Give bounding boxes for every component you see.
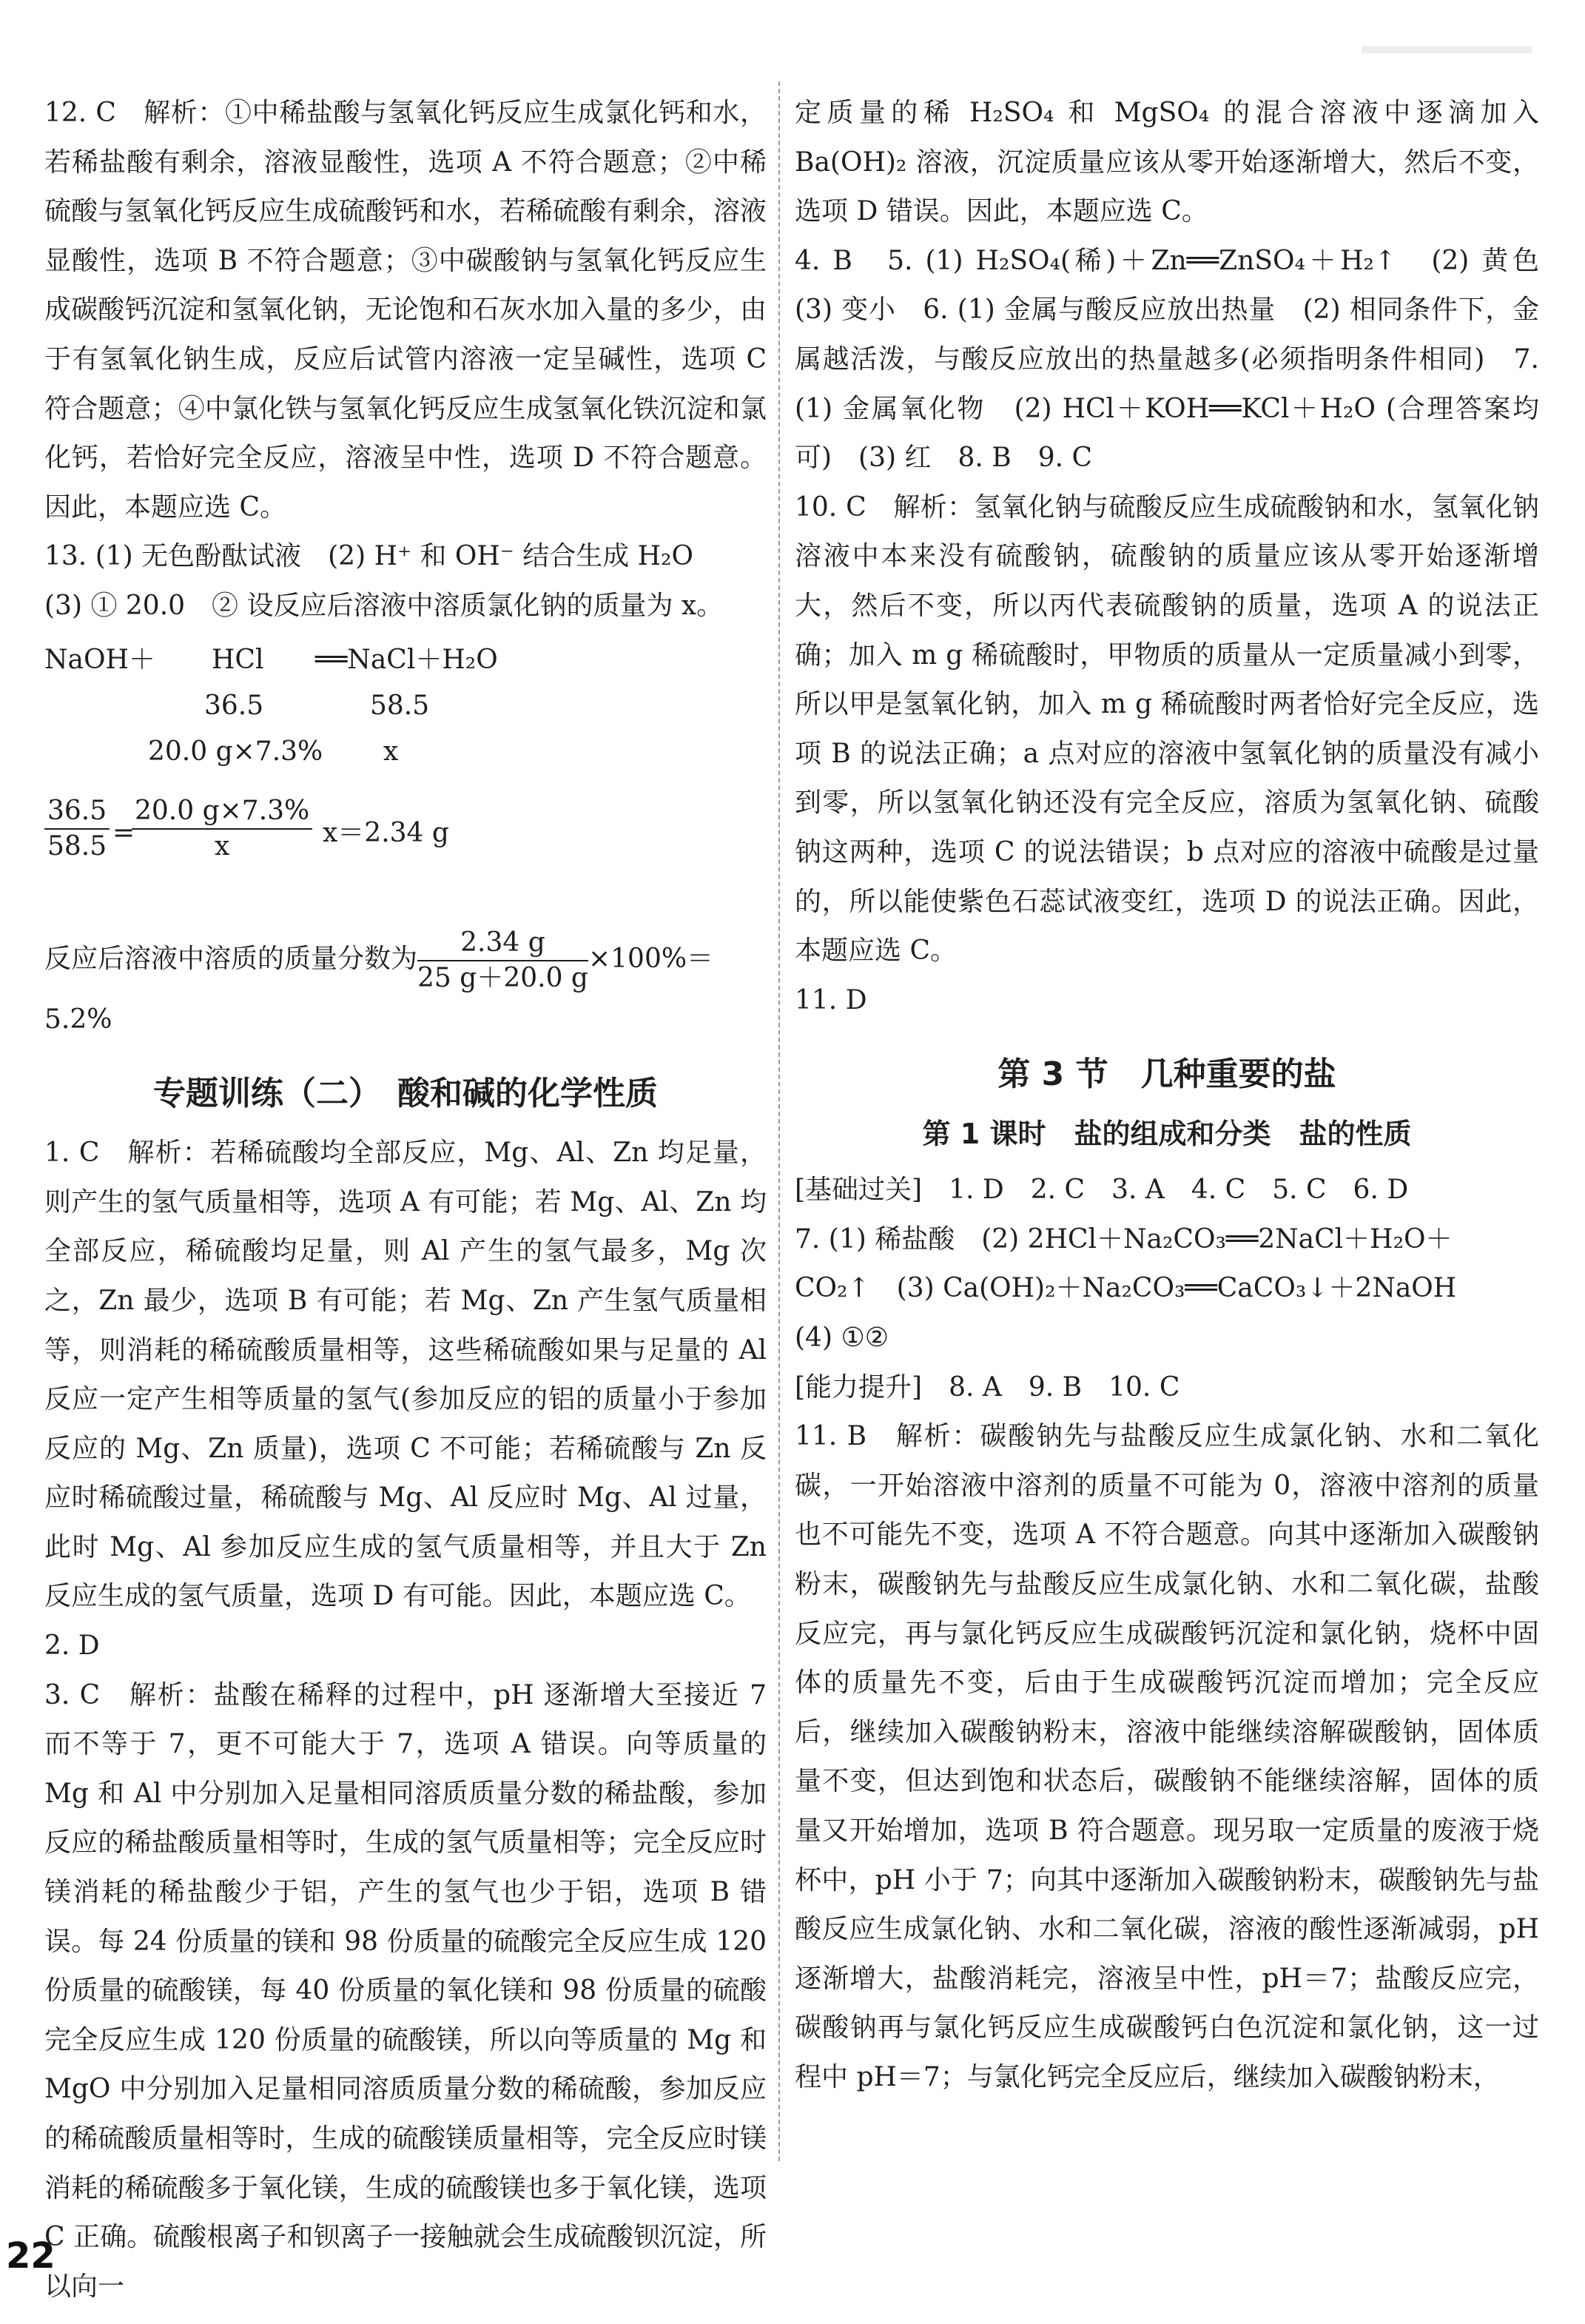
section-title-special-training: 专题训练（二） 酸和碱的化学性质 [153, 1075, 658, 1113]
answer-7-line1: 7. (1) 稀盐酸 (2) 2HCl＋Na₂CO₃══2NaCl＋H₂O＋ [795, 1223, 1453, 1255]
reaction-hcl: HCl [212, 644, 264, 675]
subsection-title-lesson1: 第 1 课时 盐的组成和分类 盐的性质 [922, 1118, 1412, 1151]
reaction-calculation [44, 631, 767, 793]
answer-13-line1: 13. (1) 无色酚酞试液 (2) H⁺ 和 OH⁻ 结合生成 H₂O [44, 541, 693, 572]
ability-answers: [能力提升] 8. A 9. B 10. C [795, 1371, 1180, 1403]
mr-nacl: 58.5 [370, 690, 430, 721]
page-number: 22 [6, 2235, 55, 2277]
special-answer-3: 3. C 解析：盐酸在稀释的过程中，pH 逐渐增大至接近 7 而不等于 7，更不可能大于 7，选项 A 错误。向等质量的 Mg 和 Al 中分别加入足量相同溶质质量分数的稀盐酸，参加反应的稀盐酸质量相等时，生成的氢气质量相等；完全反应时镁消耗的稀盐酸少于铝，产生的氢气也少于铝，选项 B 错误。每 24 份质量的镁和 98 份质量的硫酸完全反应生成 120 份质量的硫酸镁，每 40 份质量的氧化镁和 98 份质量的硫酸完全反应生成 120 份质量的硫酸镁，所以向等质量的 Mg 和 MgO 中分别加入足量相同溶质质量分数的稀硫酸，参加反应的稀硫酸质量相等时，生成的硫酸镁质量相等，完全反应时镁消耗的稀硫酸多于氧化镁，生成的硫酸镁也多于氧化镁，选项 C 正确。硫酸根离子和钡离子一接触就会生成硫酸钡沉淀，所以向一 [44, 1679, 767, 2302]
mr-hcl: 36.5 [204, 690, 264, 721]
right-column [795, 89, 1567, 2103]
basic-answers: [基础过关] 1. D 2. C 3. A 4. C 5. C 6. D [795, 1175, 1409, 1206]
mass-x: x [383, 736, 399, 767]
special-answer-1: 1. C 解析：若稀硫酸均全部反应，Mg、Al、Zn 均足量，则产生的氢气质量相等，选项 A 有可能；若 Mg、Al、Zn 均全部反应，稀硫酸均足量，则 Al 产生的氢气最多，Mg 次之，Zn 最少，选项 B 有可能；若 Mg、Zn 产生氢气质量相等，则消耗的稀硫酸质量相等，这些稀硫酸如果与足量的 Al 反应一定产生相等质量的氢气(参加反应的铝的质量小于参加反应的 Mg、Zn 质量)，选项 C 不可能；若稀硫酸与 Zn 反应时稀硫酸过量，稀硫酸与 Mg、Al 反应时 Mg、Al 过量，此时 Mg、Al 参加反应生成的氢气质量相等，并且大于 Zn 反应生成的氢气质量，选项 D 有可能。因此，本题应选 C。 [44, 1138, 767, 1612]
column-divider [778, 81, 780, 2161]
ratio-result: x＝2.34 g [323, 817, 449, 848]
answer-7-line3: (4) ①② [795, 1323, 889, 1354]
section-title-salts: 第 3 节 几种重要的盐 [997, 1055, 1336, 1094]
answer-7-line2: CO₂↑ (3) Ca(OH)₂＋Na₂CO₃══CaCO₃↓＋2NaOH [795, 1273, 1457, 1304]
answer-13-line2: (3) ① 20.0 ② 设反应后溶液中溶质氯化钠的质量为 x。 [44, 590, 724, 621]
left-column [44, 89, 767, 2311]
answers-4-9: 4. B 5. (1) H₂SO₄(稀)＋Zn══ZnSO₄＋H₂↑ (2) 黄色 (3) 变小 6. (1) 金属与酸反应放出热量 (2) 相同条件下，金属越活泼，与酸反应放出的热量越多(必须指明条件相同) 7. (1) 金属氧化物 (2) HCl＋KOH══KCl＋H₂O (合理答案均可) (3) 红 8. B 9. C [795, 245, 1567, 474]
answer-3-continued: 定质量的稀 H₂SO₄ 和 MgSO₄ 的混合溶液中逐滴加入 Ba(OH)₂ 溶液，沉淀质量应该从零开始逐渐增大，然后不变，选项 D 错误。因此，本题应选 C。 [795, 98, 1539, 227]
answer-10: 10. C 解析：氢氧化钠与硫酸反应生成硫酸钠和水，氢氧化钠溶液中本来没有硫酸钠，硫酸钠的质量应该从零开始逐渐增大，然后不变，所以丙代表硫酸钠的质量，选项 A 的说法正确；加入 m g 稀硫酸时，甲物质的质量从一定质量减小到零，所以甲是氢氧化钠，加入 m g 稀硫酸时两者恰好完全反应，选项 B 的说法正确；a 点对应的溶液中氢氧化钠的质量没有减小到零，所以氢氧化钠还没有完全反应，溶质为氢氧化钠、硫酸钠这两种，选项 C 的说法错误；b 点对应的溶液中硫酸是过量的，所以能使紫色石蕊试液变红，选项 D 的说法正确。因此，本题应选 C。 [795, 491, 1539, 967]
ratio-equation [44, 794, 767, 913]
reaction-naoh: NaOH＋ [44, 644, 155, 675]
ratio-equals: = [112, 817, 135, 848]
ability-answer-11: 11. B 解析：碳酸钠先与盐酸反应生成氯化钠、水和二氧化碳，一开始溶液中溶剂的质量不可能为 0，溶液中溶剂的质量也不可能先不变，选项 A 不符合题意。向其中逐渐加入碳酸钠粉末，碳酸钠先与盐酸反应生成氯化钠、水和二氧化碳，盐酸反应完，再与氯化钙反应生成碳酸钙沉淀和氯化钠，烧杯中固体的质量先不变，后由于生成碳酸钙沉淀而增加；完全反应后，继续加入碳酸钠粉末，溶液中能继续溶解碳酸钠，固体质量不变，但达到饱和状态后，碳酸钠不能继续溶解，固体的质量又开始增加，选项 B 符合题意。现另取一定质量的废液于烧杯中，pH 小于 7；向其中逐渐加入碳酸钠粉末，碳酸钠先与盐酸反应生成氯化钠、水和二氧化碳，溶液的酸性逐渐减弱，pH 逐渐增大，盐酸消耗完，溶液呈中性，pH＝7；盐酸反应完，碳酸钠再与氯化钙反应生成碳酸钙白色沉淀和氯化钠，这一过程中 pH＝7；与氯化钙完全反应后，继续加入碳酸钠粉末， [795, 1421, 1539, 2092]
reaction-products: ══NaCl＋H₂O [315, 644, 498, 675]
answer-11: 11. D [795, 984, 867, 1015]
mass-fraction: $\frac{2.34 g}{25 g+20.0 g}$ [417, 927, 588, 993]
special-answer-2: 2. D [44, 1631, 100, 1662]
answer-12: 12. C 解析：①中稀盐酸与氢氧化钙反应生成氯化钙和水，若稀盐酸有剩余，溶液显酸性，选项 A 不符合题意；②中稀硫酸与氢氧化钙反应生成硫酸钙和水，若稀硫酸有剩余，溶液显酸性，选项 B 不符合题意；③中碳酸钠与氢氧化钙反应生成碳酸钙沉淀和氢氧化钠，无论饱和石灰水加入量的多少，由于有氢氧化钠生成，反应后试管内溶液一定呈碱性，选项 C 符合题意；④中氯化铁与氢氧化钙反应生成氢氧化铁沉淀和氯化钙，若恰好完全反应，溶液呈中性，选项 D 不符合题意。因此，本题应选 C。 [44, 98, 767, 523]
top-edge-shade [1362, 46, 1532, 53]
ratio-right: $\frac{20.0 g\times 7.3\%}{x}$ [132, 794, 312, 864]
mass-hcl: 20.0 g×7.3% [148, 736, 323, 767]
mass-fraction-result: 反应后溶液中溶质的质量分数为 $\frac{2.34 g}{25 g+20.0 g}$ ×100%＝5.2% [44, 927, 714, 1035]
ratio-left: $\frac{36.5}{58.5}$ [44, 794, 110, 864]
